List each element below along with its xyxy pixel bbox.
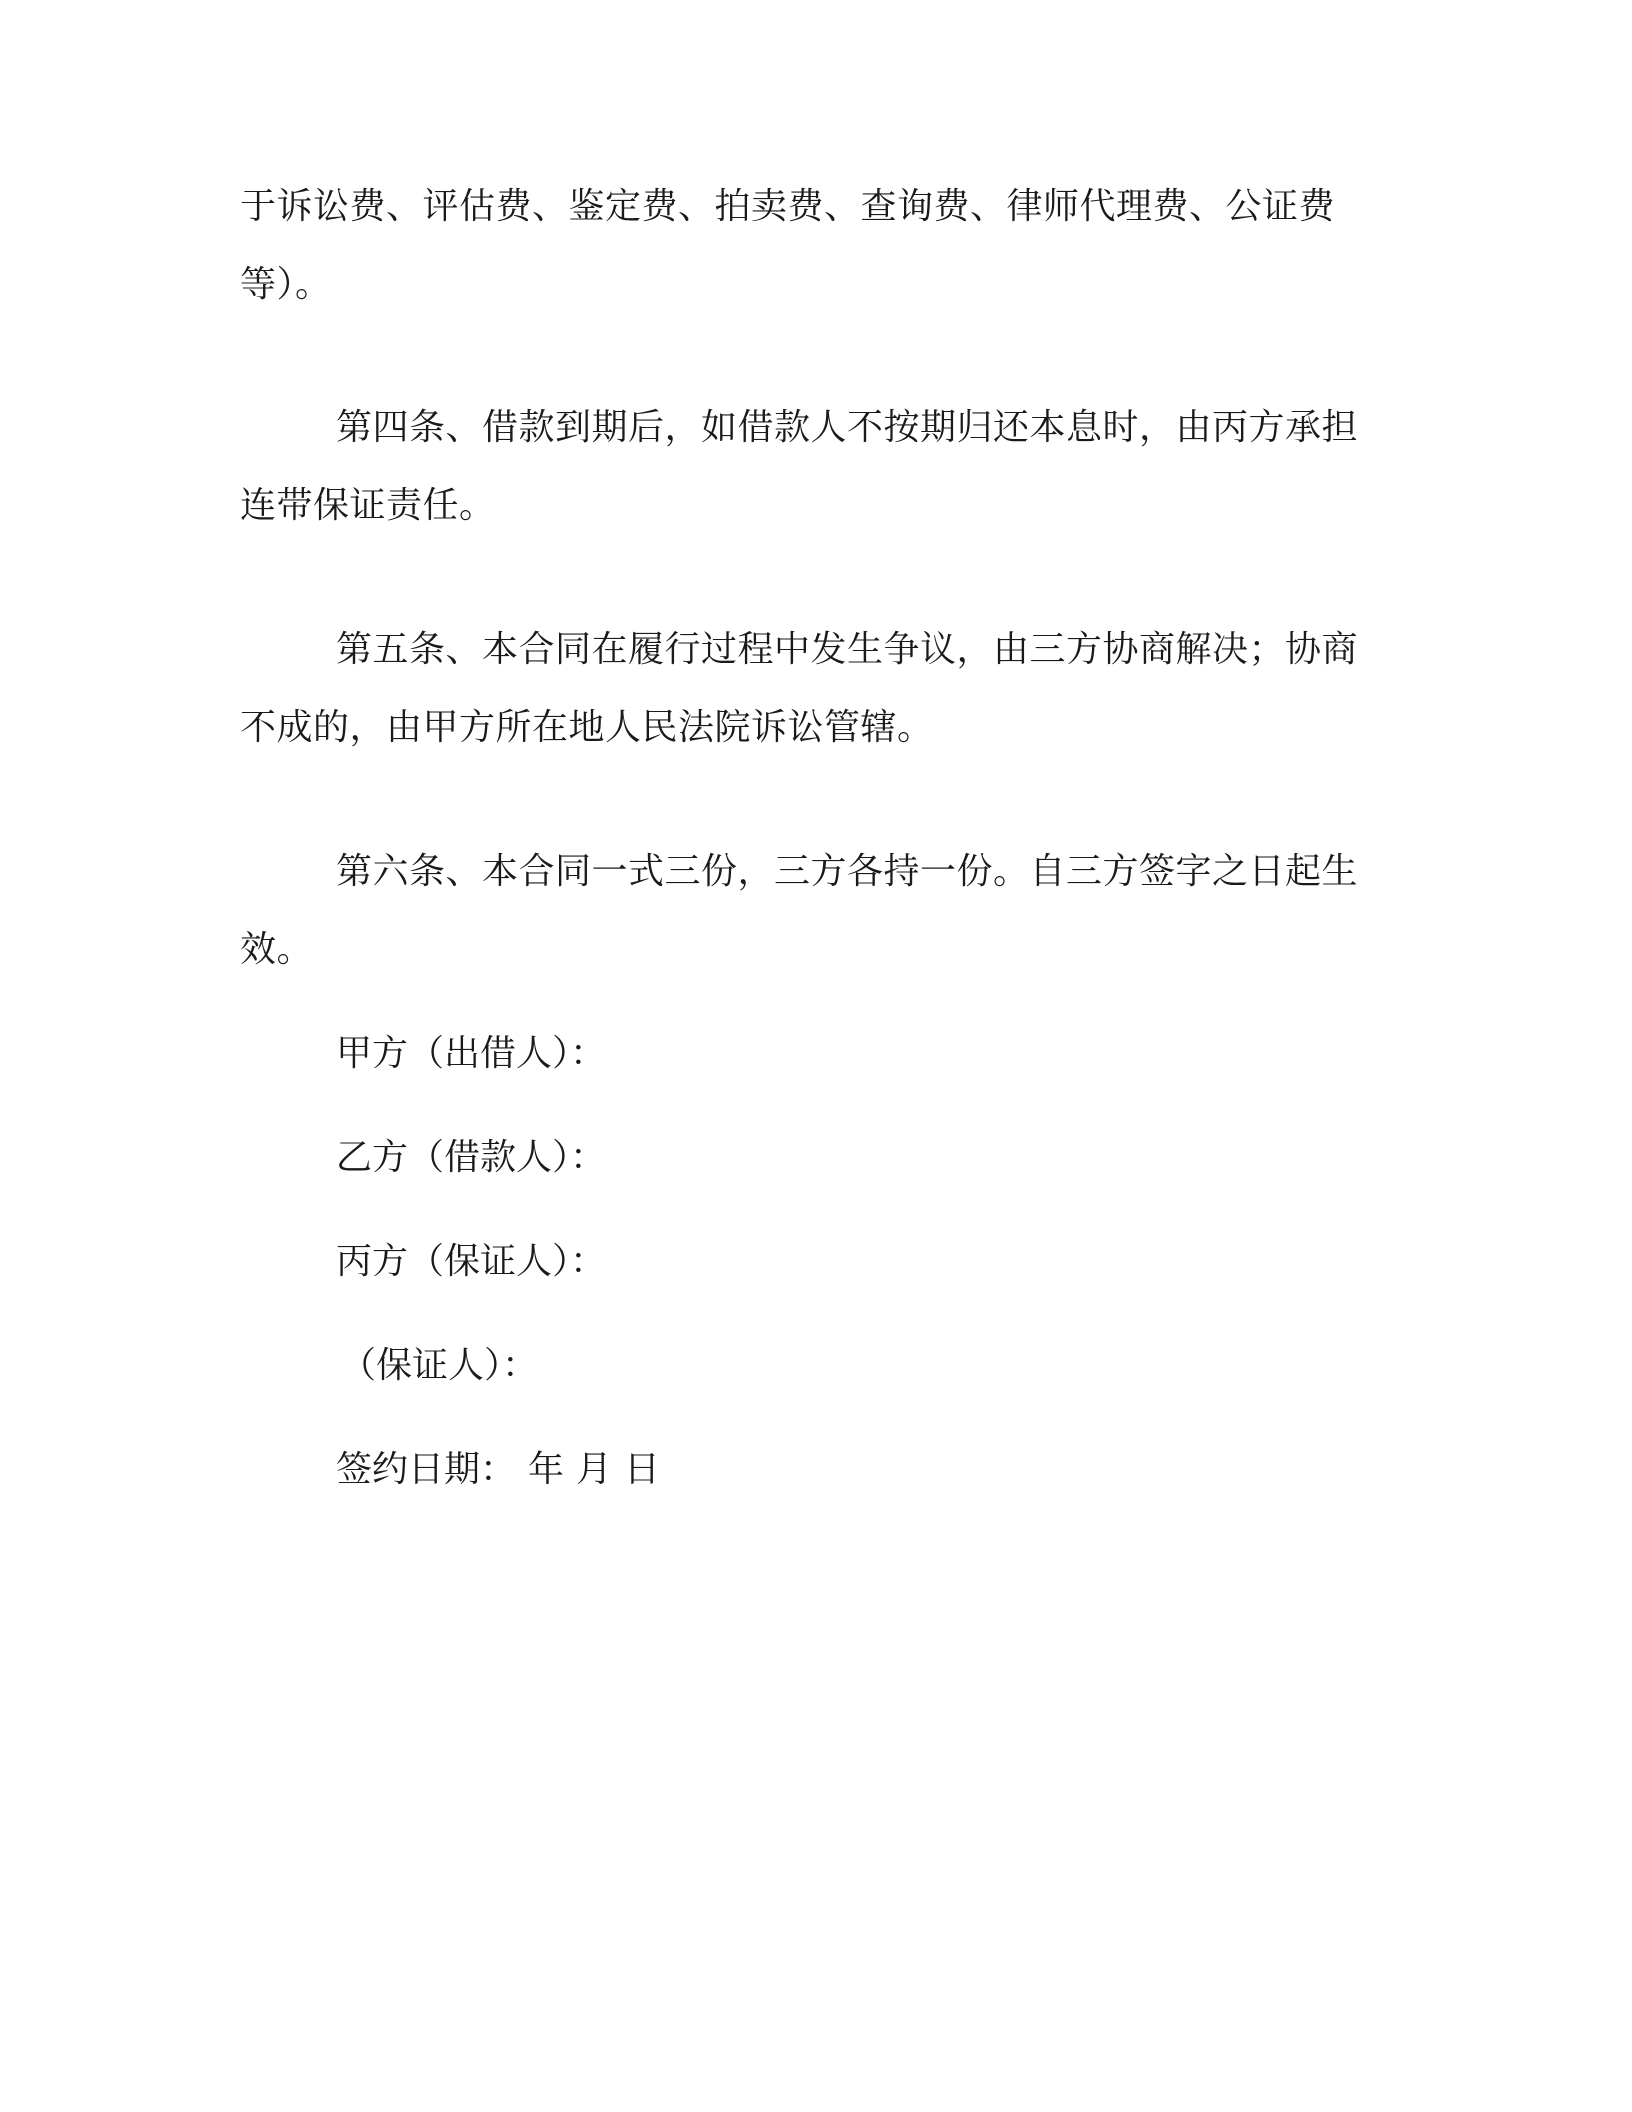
signature-block — [240, 1032, 1380, 1492]
paragraph-line: 于诉讼费、评估费、鉴定费、拍卖费、查询费、律师代理费、公证费 — [240, 186, 1336, 227]
paragraph-line: 连带保证责任。 — [240, 485, 496, 526]
paragraph-fees — [240, 185, 1380, 307]
paragraph-article-4 — [240, 406, 1380, 528]
paragraph-line: 不成的，由甲方所在地人民法院诉讼管辖。 — [240, 707, 934, 748]
paragraph-article-5 — [240, 628, 1380, 750]
paragraph-line: 第五条、本合同在履行过程中发生争议，由三方协商解决；协商 — [336, 629, 1359, 670]
paragraph-line: 第六条、本合同一式三份，三方各持一份。自三方签字之日起生 — [336, 851, 1359, 892]
party-b-signature-label: 乙方（借款人）： — [336, 1137, 607, 1178]
date-year-label: 年 — [528, 1449, 565, 1490]
paragraph-line: 效。 — [240, 929, 314, 970]
date-month-label: 月 — [576, 1449, 613, 1490]
paragraph-article-6 — [240, 850, 1380, 972]
party-a-signature-label: 甲方（出借人）： — [336, 1033, 607, 1074]
document-body — [240, 185, 1380, 1492]
guarantor-signature-label: （保证人）： — [340, 1345, 539, 1386]
signing-date-label: 签约日期： — [336, 1449, 517, 1490]
paragraph-line: 第四条、借款到期后，如借款人不按期归还本息时，由丙方承担 — [336, 407, 1359, 448]
paragraph-line: 等）。 — [240, 264, 332, 305]
signing-date-line — [240, 1448, 1380, 1492]
date-day-label: 日 — [624, 1449, 661, 1490]
party-c-signature-label: 丙方（保证人）： — [336, 1241, 607, 1282]
